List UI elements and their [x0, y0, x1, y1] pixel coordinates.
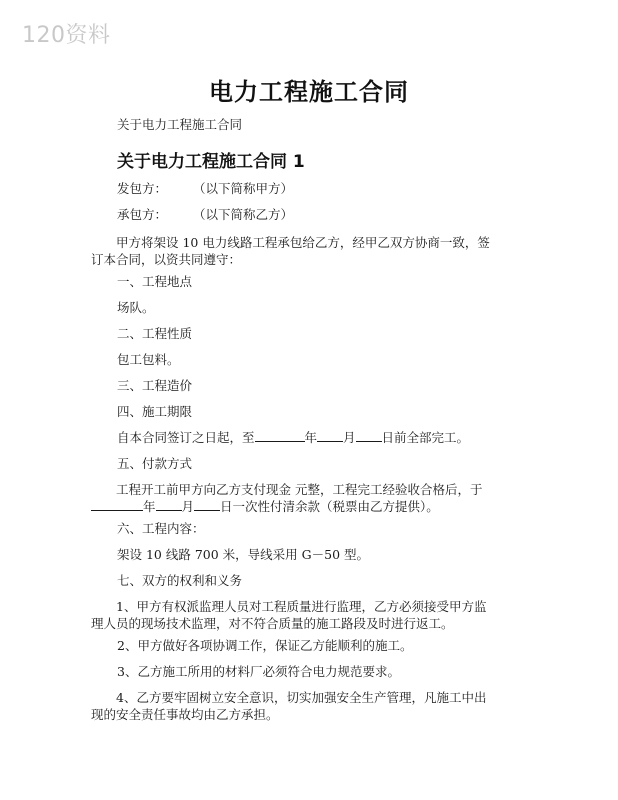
section-5-body	[91, 481, 497, 515]
deadline-text-end: 日前全部完工。	[381, 430, 470, 445]
deadline-text-start: 自本合同签订之日起，至	[117, 430, 255, 445]
party-b-note: （以下简称乙方）	[193, 207, 294, 222]
deadline-year-blank	[255, 430, 305, 442]
payment-month-label: 月	[181, 499, 195, 514]
section-heading: 关于电力工程施工合同 1	[117, 152, 305, 172]
deadline-day-blank	[356, 430, 382, 442]
section-6-title: 六、工程内容：	[117, 521, 205, 536]
payment-year-blank	[91, 499, 143, 511]
watermark: 120资料	[22, 23, 111, 48]
section-4-body	[117, 429, 469, 447]
section-1-body: 场队。	[117, 300, 155, 315]
payment-text-end: 日一次性付清余款（税票由乙方提供）。	[220, 499, 439, 514]
clause-item: 2、甲方做好各项协调工作，保证乙方能顺利的施工。	[117, 638, 413, 653]
deadline-year-label: 年	[304, 430, 318, 445]
section-2-title: 二、工程性质	[117, 326, 193, 341]
payment-year-label: 年	[143, 499, 156, 514]
party-a-line	[117, 180, 293, 198]
section-6-body: 架设 10 线路 700 米，导线采用 G－50 型。	[117, 547, 369, 562]
deadline-month-label: 月	[343, 430, 356, 445]
document-title: 电力工程施工合同	[209, 78, 409, 106]
payment-text-start: 工程开工前甲方向乙方支付现金 元整，工程完工经验收合格后，于	[116, 482, 483, 497]
section-5-title: 五、付款方式	[117, 456, 193, 471]
section-7-title: 七、双方的权利和义务	[117, 573, 243, 588]
section-4-title: 四、施工期限	[117, 404, 193, 419]
preamble-paragraph: 甲方将架设 10 电力线路工程承包给乙方，经甲乙双方协商一致，签订本合同，以资共同遵守：	[91, 235, 490, 267]
clause-item: 1、甲方有权派监理人员对工程质量进行监理，乙方必须接受甲方监理人员的现场技术监理，对不符合质量的施工路段及时进行返工。	[91, 599, 487, 631]
clause-item: 3、乙方施工所用的材料厂必须符合电力规范要求。	[117, 664, 400, 679]
section-2-body: 包工包料。	[117, 352, 180, 367]
section-1-title: 一、工程地点	[117, 274, 193, 289]
party-b-label: 承包方：	[117, 207, 168, 222]
party-b-line	[117, 206, 293, 224]
party-a-label: 发包方：	[117, 181, 168, 196]
intro-line: 关于电力工程施工合同	[117, 117, 243, 132]
section-3-title: 三、工程造价	[117, 378, 193, 393]
party-a-note: （以下简称甲方）	[193, 181, 294, 196]
deadline-month-blank	[317, 430, 343, 442]
payment-day-blank	[194, 499, 220, 511]
clause-item: 4、乙方要牢固树立安全意识，切实加强安全生产管理，凡施工中出现的安全责任事故均由乙方承担。	[91, 690, 487, 722]
payment-month-blank	[156, 499, 182, 511]
